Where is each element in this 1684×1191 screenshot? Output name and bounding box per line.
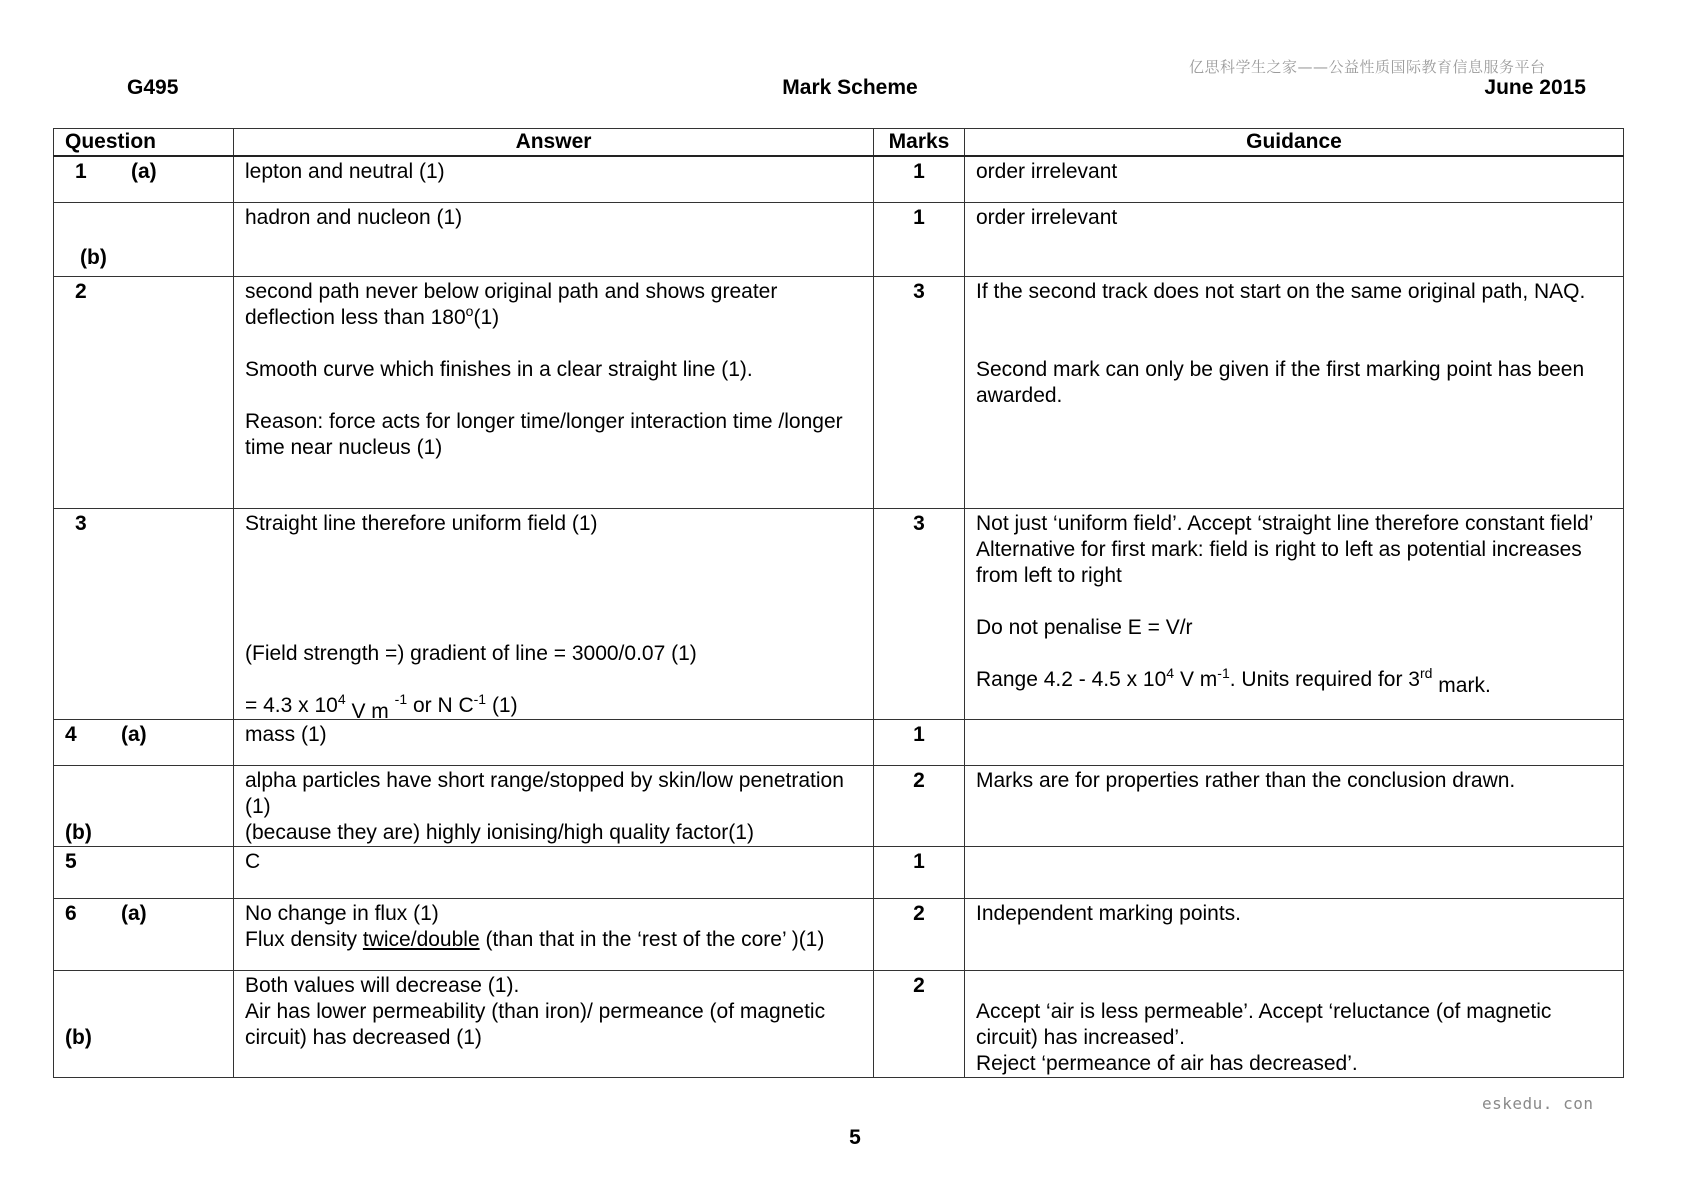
table-row (54, 156, 1624, 202)
column-header-guidance: Guidance (965, 129, 1624, 157)
answer-cell (234, 898, 874, 970)
question-part: (a) (131, 160, 157, 183)
answer-cell (234, 970, 874, 1077)
table-row (54, 719, 1624, 765)
guidance-text: Marks are for properties rather than the conclusion drawn. (976, 768, 1516, 792)
guidance-cell (965, 156, 1624, 202)
question-number: 5 (65, 849, 77, 873)
answer-cell (234, 202, 874, 276)
question-number: 1 (75, 160, 87, 183)
guidance-cell (965, 765, 1624, 846)
answer-text: alpha particles have short range/stopped by skin/low penetration (1) (245, 768, 844, 818)
question-cell (54, 719, 234, 765)
question-cell (54, 508, 234, 719)
degree-superscript: o (465, 302, 474, 319)
question-number: 4 (65, 722, 77, 746)
answer-cell (234, 719, 874, 765)
marks-cell: 1 (874, 846, 965, 898)
watermark-footer-text: eskedu. con (1482, 1094, 1594, 1113)
marks-cell: 1 (874, 156, 965, 202)
guidance-text: order irrelevant (976, 205, 1118, 229)
answer-text: Reason: force acts for longer time/longer interaction time /longer time near nucleus (1) (245, 409, 843, 459)
answer-text: Straight line therefore uniform field (1) (245, 511, 598, 535)
table-row (54, 765, 1624, 846)
guidance-text: Range 4.2 - 4.5 x $10^4$ V $m^{-1}$. Units required for 3rd mark. (976, 664, 1491, 697)
answer-text: lepton and neutral (1) (245, 160, 445, 183)
answer-cell (234, 156, 874, 202)
guidance-text: Alternative for first mark: field is right to left as potential increases from left to right (976, 537, 1582, 587)
question-part: (b) (65, 820, 92, 844)
answer-text: second path never below original path and shows greater deflection less than 180$^o$(1) (245, 279, 778, 329)
guidance-text: Accept ‘air is less permeable’. Accept ‘reluctance (of magnetic circuit) has increased’. (976, 999, 1552, 1049)
table-row (54, 276, 1624, 508)
answer-text: (Field strength =) gradient of line = 3000/0.07 (1) (245, 641, 697, 665)
question-cell (54, 898, 234, 970)
answer-cell (234, 846, 874, 898)
answer-text: Air has lower permeability (than iron)/ permeance (of magnetic circuit) has decreased (1) (245, 999, 826, 1049)
question-cell (54, 846, 234, 898)
column-header-marks: Marks (874, 129, 965, 157)
guidance-cell (965, 898, 1624, 970)
answer-text: Flux density twice/double (than that in the ‘rest of the core’ )(1) (245, 927, 825, 951)
guidance-text: Do not penalise E = V/r (976, 615, 1193, 639)
page-title: Mark Scheme (782, 76, 918, 99)
guidance-text: Not just ‘uniform field’. Accept ‘straight line therefore constant field’ (976, 511, 1594, 535)
table-header-row (54, 129, 1624, 157)
guidance-text: Reject ‘permeance of air has decreased’. (976, 1051, 1358, 1075)
watermark-header-text: 亿思科学生之家——公益性质国际教育信息服务平台 (1189, 58, 1546, 76)
mark-scheme-table (53, 128, 1624, 1078)
guidance-cell (965, 202, 1624, 276)
answer-text: = 4.3 x $10^4$ V m $^{-1}$ or N $C^{-1}$ (1) (245, 690, 518, 723)
question-part: (b) (80, 245, 107, 269)
marks-cell: 3 (874, 508, 965, 719)
question-cell (54, 156, 234, 202)
answer-text: C (245, 849, 261, 873)
marks-cell: 2 (874, 970, 965, 1077)
question-part: (b) (65, 1025, 92, 1049)
answer-text: mass (1) (245, 722, 327, 746)
table-row (54, 202, 1624, 276)
answer-cell (234, 765, 874, 846)
table-row (54, 508, 1624, 719)
question-cell (54, 765, 234, 846)
column-header-question: Question (54, 129, 234, 157)
answer-text: hadron and nucleon (1) (245, 205, 463, 229)
answer-cell (234, 276, 874, 508)
marks-cell: 2 (874, 898, 965, 970)
column-header-answer: Answer (234, 129, 874, 157)
answer-text: Smooth curve which finishes in a clear straight line (1). (245, 357, 753, 381)
question-number: 2 (75, 279, 87, 303)
answer-text: (because they are) highly ionising/high quality factor(1) (245, 820, 754, 844)
table-row (54, 846, 1624, 898)
guidance-text: Independent marking points. (976, 901, 1242, 925)
guidance-cell (965, 719, 1624, 765)
guidance-cell (965, 970, 1624, 1077)
answer-cell (234, 508, 874, 723)
question-number: 6 (65, 901, 77, 925)
question-cell (54, 202, 234, 276)
guidance-text: order irrelevant (976, 160, 1118, 183)
guidance-cell (965, 846, 1624, 898)
question-part: (a) (121, 722, 147, 746)
marks-cell: 3 (874, 276, 965, 508)
guidance-text: If the second track does not start on the same original path, NAQ. (976, 279, 1586, 303)
guidance-cell (965, 276, 1624, 508)
paper-code: G495 (127, 76, 179, 99)
guidance-text: Second mark can only be given if the first marking point has been awarded. (976, 357, 1585, 407)
answer-text: No change in flux (1) (245, 901, 439, 925)
guidance-cell (965, 508, 1624, 719)
question-part: (a) (121, 901, 147, 925)
answer-text: Both values will decrease (1). (245, 973, 520, 997)
table-row (54, 898, 1624, 970)
marks-cell: 2 (874, 765, 965, 846)
question-number: 3 (75, 511, 87, 535)
marks-cell: 1 (874, 719, 965, 765)
question-cell (54, 276, 234, 508)
question-cell (54, 970, 234, 1077)
table-row (54, 970, 1624, 1077)
exam-date: June 2015 (1484, 76, 1586, 99)
page-number: 5 (849, 1126, 861, 1149)
marks-cell: 1 (874, 202, 965, 276)
